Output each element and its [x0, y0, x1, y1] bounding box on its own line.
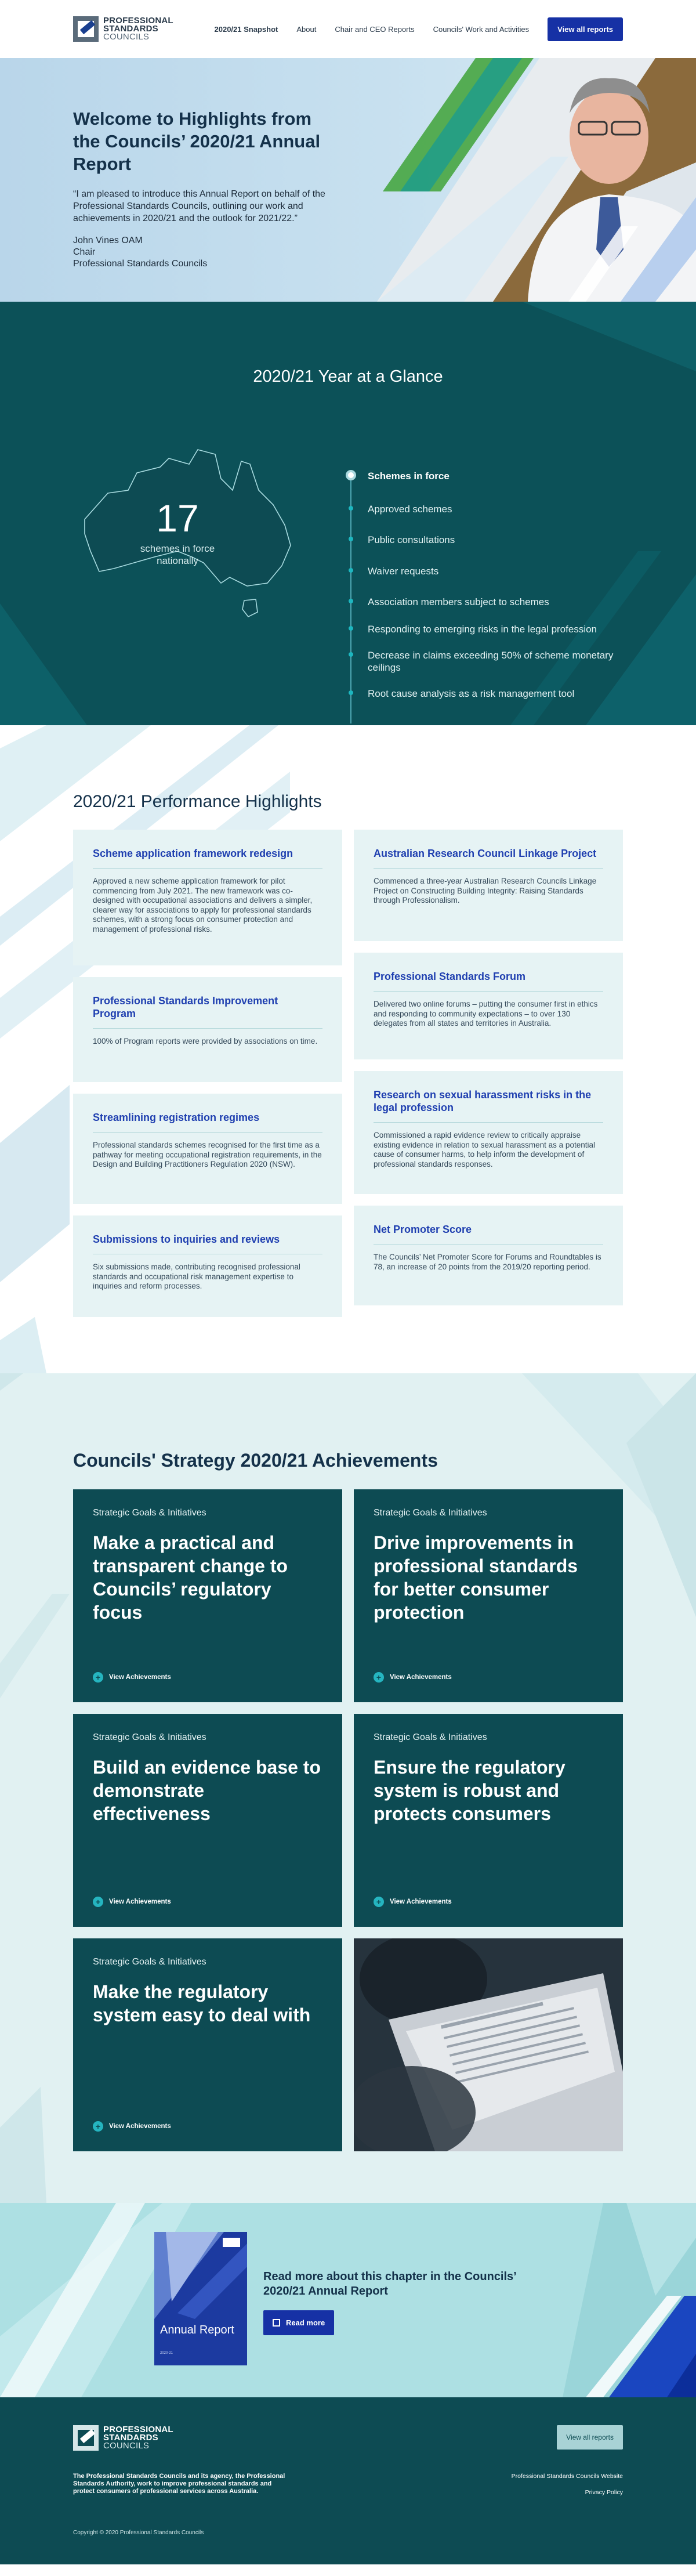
chair-org: Professional Standards Councils	[73, 259, 208, 269]
plus-icon: +	[93, 1672, 103, 1683]
timeline-dot-icon	[349, 690, 353, 695]
glance-item-root-cause-analysis[interactable]: Root cause analysis as a risk management tool	[346, 688, 636, 700]
highlight-card	[354, 1206, 623, 1305]
logo-line-3: COUNCILS	[103, 32, 150, 42]
annual-report-cover[interactable]	[154, 2232, 247, 2365]
card-divider	[374, 1122, 603, 1123]
glance-timeline	[346, 470, 636, 700]
strategy-card-title: Drive improvements in professional standards for better consumer protection	[374, 1532, 578, 1623]
highlight-card-body: 100% of Program reports were provided by associations on time.	[93, 1037, 318, 1045]
glance-item-approved-schemes[interactable]: Approved schemes	[346, 503, 636, 515]
report-cover-title: Annual Report	[160, 2324, 234, 2336]
view-achievements-link[interactable]: + View Achievements	[374, 1672, 452, 1683]
external-link-icon	[273, 2319, 280, 2327]
nav-snapshot[interactable]: 2020/21 Snapshot	[214, 24, 278, 34]
highlight-card-body: Professional standards schemes recognised for the first time as a pathway for meeting occupational registration requirements, in the Design and Building Practitioners Regulation 2020 (NSW).	[93, 1141, 322, 1168]
card-divider	[374, 868, 603, 869]
timeline-dot-icon	[346, 470, 356, 480]
nav-councils-work[interactable]: Councils' Work and Activities	[433, 24, 530, 34]
highlight-card-title: Professional Standards Improvement Program	[93, 995, 278, 1019]
footer-copyright: Copyright © 2020 Professional Standards Councils	[73, 2530, 204, 2536]
nav-about[interactable]: About	[296, 24, 317, 34]
highlight-card	[73, 1215, 342, 1317]
highlight-card	[354, 830, 623, 941]
logo-line-2: STANDARDS	[103, 2433, 158, 2443]
glance-title: 2020/21 Year at a Glance	[253, 367, 443, 386]
strategy-card[interactable]	[73, 1938, 342, 2151]
highlight-card-title: Scheme application framework redesign	[93, 848, 293, 859]
highlight-card	[73, 977, 342, 1082]
performance-column-left	[73, 830, 342, 1317]
read-more-button[interactable]: Read more	[263, 2310, 334, 2335]
logo-mark-icon	[73, 16, 99, 42]
footer-link-psc-website[interactable]: Professional Standards Councils Website	[511, 2473, 623, 2480]
hero-quote: “I am pleased to introduce this Annual Report on behalf of the Professional Standards Councils, outlining our work and achievements in 2020/21 and the outlook for 2021/22.”	[73, 189, 325, 223]
highlight-card-body: Six submissions made, contributing recognised professional standards and occupational risk management expertise to inquiries and reform processes.	[93, 1262, 300, 1290]
strategy-grid	[73, 1489, 623, 2151]
strategy-card-tag: Strategic Goals & Initiatives	[93, 1732, 206, 1742]
view-achievements-link[interactable]: + View Achievements	[374, 1897, 452, 1907]
strategy-card-title: Build an evidence base to demonstrate effectiveness	[93, 1757, 321, 1824]
timeline-dot-icon	[349, 652, 353, 657]
card-divider	[93, 1132, 322, 1133]
strategy-card-title: Make the regulatory system easy to deal with	[93, 1981, 311, 2025]
main-nav	[215, 17, 623, 41]
glance-item-waiver-requests[interactable]: Waiver requests	[346, 565, 636, 577]
read-more-section	[0, 2203, 696, 2397]
report-cover-year: 2020-21	[160, 2351, 173, 2355]
view-all-reports-button[interactable]: View all reports	[548, 17, 623, 41]
chair-portrait	[377, 58, 696, 302]
highlight-card-body: Delivered two online forums – putting the consumer first in ethics and responding to community expectations – to over 130 delegates from all states and territories in Australia.	[374, 1000, 598, 1027]
glance-item-schemes-in-force[interactable]: Schemes in force	[346, 470, 636, 482]
hero-signature	[73, 235, 340, 270]
strategy-card[interactable]	[73, 1714, 342, 1927]
plus-icon: +	[93, 2121, 103, 2132]
australia-map	[73, 438, 317, 659]
footer-links	[512, 2468, 623, 2501]
strategy-card-tag: Strategic Goals & Initiatives	[93, 1508, 206, 1518]
plus-icon: +	[93, 1897, 103, 1907]
strategy-card[interactable]	[73, 1489, 342, 1702]
timeline-dot-icon	[349, 537, 353, 541]
highlight-card-title: Net Promoter Score	[374, 1224, 472, 1235]
timeline-dot-icon	[349, 568, 353, 573]
timeline-dot-icon	[349, 626, 353, 631]
plus-icon: +	[374, 1672, 384, 1683]
performance-column-right	[354, 830, 623, 1305]
footer-description: The Professional Standards Councils and its agency, the Professional Standards Authority, work to improve professional standards and protect consumers of professional services across Australia.	[73, 2473, 285, 2495]
strategy-card[interactable]	[354, 1489, 623, 1702]
highlight-card	[73, 830, 342, 965]
strategy-card-title: Make a practical and transparent change to Councils’ regulatory focus	[93, 1532, 288, 1623]
view-achievements-link[interactable]: + View Achievements	[93, 2121, 171, 2132]
strategy-card-tag: Strategic Goals & Initiatives	[374, 1732, 487, 1742]
schemes-stat-value: 17	[156, 497, 199, 540]
view-achievements-link[interactable]: + View Achievements	[93, 1672, 171, 1683]
strategy-card-title: Ensure the regulatory system is robust and protects consumers	[374, 1757, 566, 1824]
performance-highlights-section	[0, 725, 696, 1373]
strategy-section	[0, 1373, 696, 2203]
performance-title: 2020/21 Performance Highlights	[73, 792, 322, 811]
nav-chair-ceo-reports[interactable]: Chair and CEO Reports	[335, 24, 415, 34]
schemes-stat-caption: schemes in force nationally	[140, 543, 215, 566]
glance-item-association-members[interactable]: Association members subject to schemes	[346, 596, 636, 608]
footer-logo[interactable]	[73, 2425, 173, 2451]
logo-line-2: STANDARDS	[103, 24, 158, 34]
glance-item-public-consultations[interactable]: Public consultations	[346, 534, 636, 546]
highlight-card-title: Professional Standards Forum	[374, 971, 526, 982]
logo-line-1: PROFESSIONAL	[103, 16, 173, 26]
strategy-card[interactable]	[354, 1714, 623, 1927]
highlight-card	[354, 953, 623, 1059]
strategy-title: Councils' Strategy 2020/21 Achievements	[73, 1450, 438, 1471]
card-divider	[93, 1028, 322, 1029]
logo-line-3: COUNCILS	[103, 2441, 150, 2451]
timeline-dot-icon	[349, 506, 353, 511]
site-header	[0, 0, 696, 58]
report-cover-art	[154, 2232, 247, 2365]
report-reading-photo	[354, 1938, 623, 2151]
strategy-card-tag: Strategic Goals & Initiatives	[374, 1508, 487, 1518]
chair-name: John Vines OAM	[73, 236, 143, 245]
read-more-text: Read more about this chapter in the Councils’ 2020/21 Annual Report	[263, 2270, 516, 2298]
highlight-card-title: Research on sexual harassment risks in the legal profession	[374, 1089, 592, 1113]
view-achievements-link[interactable]: + View Achievements	[93, 1897, 171, 1907]
chair-role: Chair	[73, 247, 96, 257]
highlight-card-title: Submissions to inquiries and reviews	[93, 1233, 280, 1245]
year-at-a-glance-section	[0, 302, 696, 725]
highlight-card	[73, 1094, 342, 1204]
header-logo[interactable]	[73, 16, 173, 42]
highlight-card-title: Australian Research Council Linkage Project	[374, 848, 597, 859]
footer-view-all-reports-button[interactable]: View all reports	[557, 2425, 623, 2450]
read-more-background-shapes	[0, 2203, 696, 2397]
timeline-dot-icon	[349, 599, 353, 603]
plus-icon: +	[374, 1897, 384, 1907]
glance-item-emerging-risks[interactable]: Responding to emerging risks in the legal profession	[346, 623, 636, 635]
logo-mark-icon	[73, 2425, 99, 2451]
glance-item-decrease-in-claims[interactable]: Decrease in claims exceeding 50% of scheme monetary ceilings	[346, 649, 636, 674]
site-footer	[0, 2397, 696, 2564]
highlight-card-body: The Councils’ Net Promoter Score for Forums and Roundtables is 78, an increase of 20 points from the 2019/20 reporting period.	[374, 1253, 601, 1271]
highlight-card-body: Commissioned a rapid evidence review to critically appraise existing evidence in relation to sexual harassment as a potential cause of consumer harms, to help inform the development of professional standards responses.	[374, 1131, 595, 1168]
hero-title: Welcome to Highlights from the Councils’ 2020/21 Annual Report	[73, 108, 321, 174]
card-divider	[374, 991, 603, 992]
highlight-card-body: Approved a new scheme application framework for pilot commencing from July 2021. The new framework was co-designed with occupational associations and delivers a simpler, clearer way for associations to apply for professional standards schemes, with a strong focus on consumer protection and management of professional risks.	[93, 877, 313, 934]
card-divider	[93, 868, 322, 869]
hero-section	[0, 58, 696, 302]
highlight-card-body: Commenced a three-year Australian Research Councils Linkage Project on Constructing Building Integrity: Raising Standards through Professionalism.	[374, 877, 597, 905]
logo-line-1: PROFESSIONAL	[103, 2425, 173, 2434]
highlight-card-title: Streamlining registration regimes	[93, 1112, 260, 1123]
strategy-card-tag: Strategic Goals & Initiatives	[93, 1957, 206, 1967]
footer-link-privacy-policy[interactable]: Privacy Policy	[585, 2489, 623, 2496]
highlight-card	[354, 1071, 623, 1194]
